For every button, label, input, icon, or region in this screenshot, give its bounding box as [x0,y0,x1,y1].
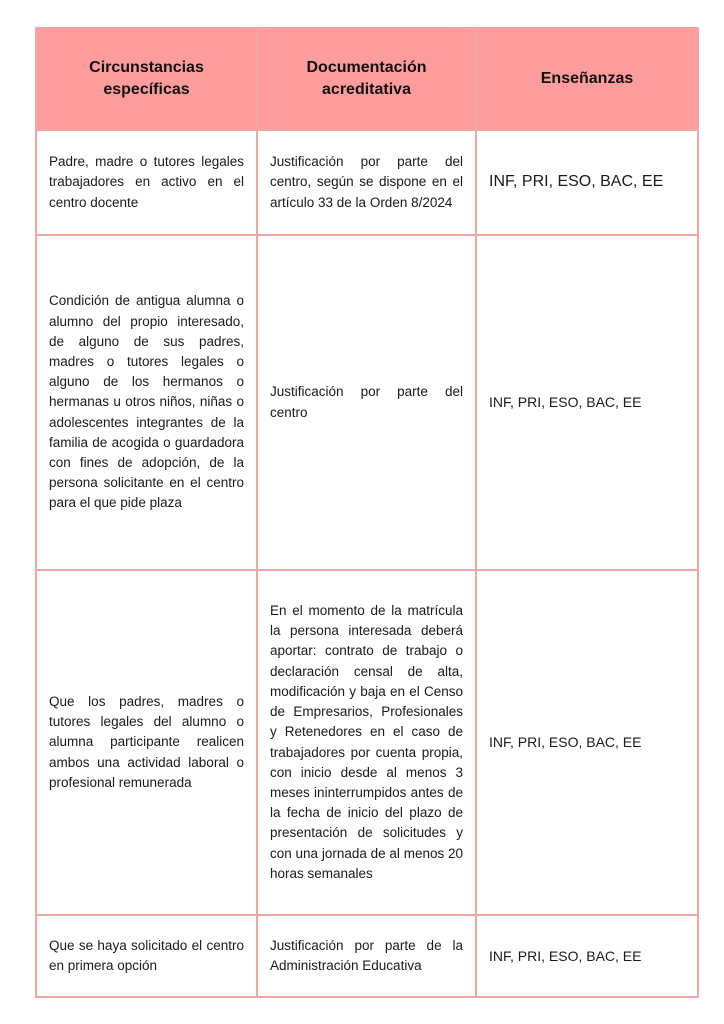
table-row [36,915,698,997]
cell-circunstancia: Que los padres, madres o tutores legales del alumno o alumna participante realicen ambos una actividad laboral o profesional remunerada [36,570,257,915]
cell-circunstancia: Que se haya solicitado el centro en primera opción [36,915,257,997]
header-documentacion: Documentación acreditativa [257,28,476,130]
cell-ensenanzas: INF, PRI, ESO, BAC, EE [476,570,698,915]
table-row [36,235,698,570]
cell-circunstancia: Padre, madre o tutores legales trabajadores en activo en el centro docente [36,130,257,235]
cell-ensenanzas: INF, PRI, ESO, BAC, EE [476,235,698,570]
table-header-row [36,28,698,130]
header-ensenanzas: Enseñanzas [476,28,698,130]
header-circunstancias: Circunstancias específicas [36,28,257,130]
cell-documentacion: Justificación por parte del centro, según se dispone en el artículo 33 de la Orden 8/2024 [257,130,476,235]
table-row [36,130,698,235]
cell-ensenanzas: INF, PRI, ESO, BAC, EE [476,915,698,997]
criteria-table [35,27,699,998]
cell-circunstancia: Condición de antigua alumna o alumno del propio interesado, de alguno de sus padres, madres o tutores legales o alguno de los hermanos o hermanas u otros niños, niñas o adolescentes integrantes de la familia de acogida o guardadora con fines de adopción, de la persona solicitante en el centro para el que pide plaza [36,235,257,570]
table-row [36,570,698,915]
cell-documentacion: En el momento de la matrícula la persona interesada deberá aportar: contrato de trabajo o declaración censal de alta, modificación y baja en el Censo de Empresarios, Profesionales y Retenedores en el caso de trabajadores por cuenta propia, con inicio desde al menos 3 meses ininterrumpidos antes de la fecha de inicio del plazo de presentación de solicitudes y con una jornada de al menos 20 horas semanales [257,570,476,915]
cell-documentacion: Justificación por parte de la Administración Educativa [257,915,476,997]
cell-ensenanzas: INF, PRI, ESO, BAC, EE [476,130,698,235]
cell-documentacion: Justificación por parte del centro [257,235,476,570]
